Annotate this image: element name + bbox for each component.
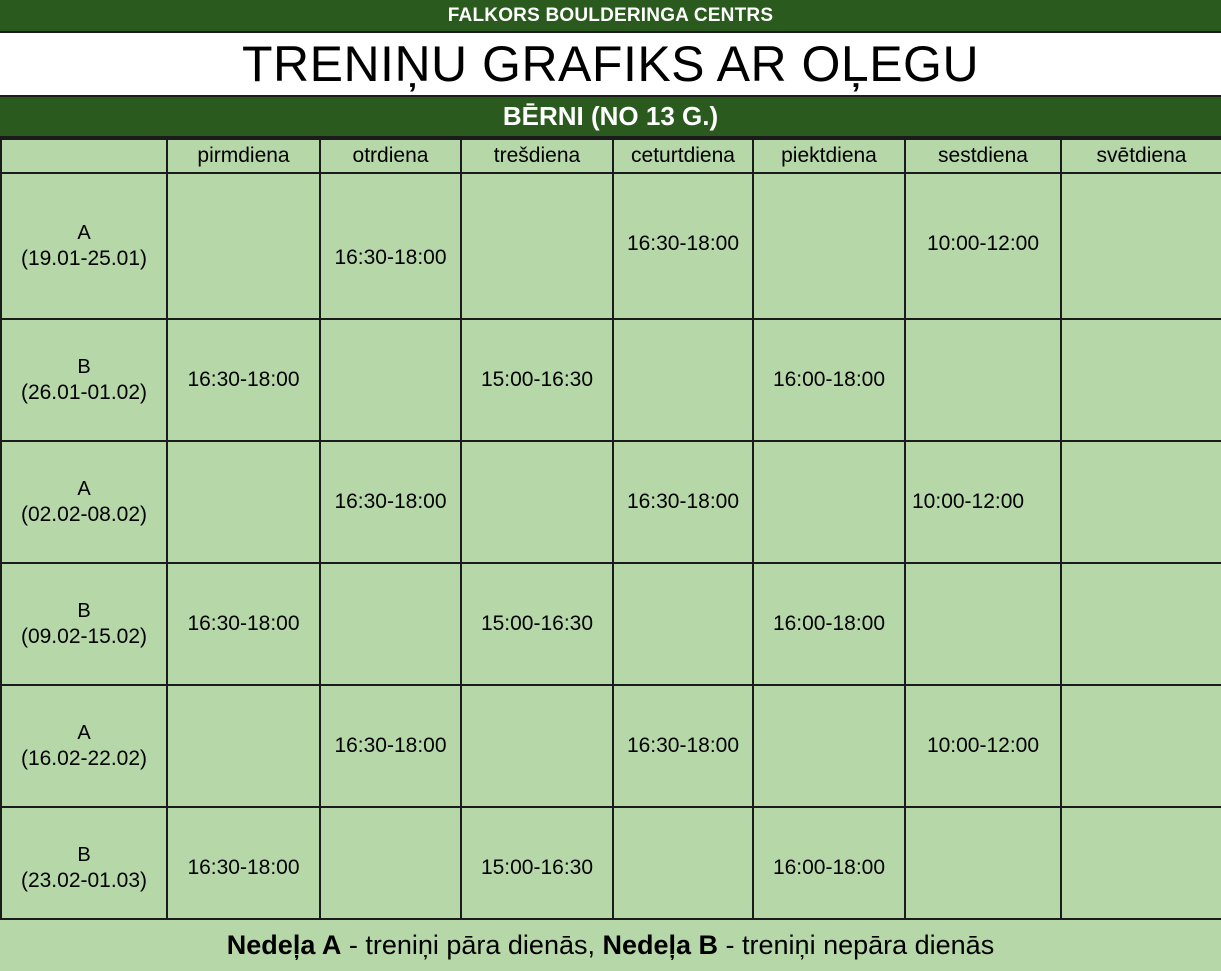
week-label-cell xyxy=(1,807,167,929)
day-header: otrdiena xyxy=(320,139,461,173)
time-slot: 15:00-16:30 xyxy=(461,563,613,685)
time-slot xyxy=(1061,173,1221,319)
table-row xyxy=(1,173,1221,319)
corner-cell xyxy=(1,139,167,173)
table-row xyxy=(1,563,1221,685)
week-a-legend-label: Nedeļa A xyxy=(226,930,342,960)
week-dates: (16.02-22.02) xyxy=(20,747,148,770)
group-heading: BĒRNI (NO 13 G.) xyxy=(0,97,1221,138)
time-slot: 16:00-18:00 xyxy=(753,563,905,685)
time-slot xyxy=(167,685,320,807)
legend-footer xyxy=(0,918,1221,971)
time-slot: 16:30-18:00 xyxy=(320,685,461,807)
day-header: trešdiena xyxy=(461,139,613,173)
week-a-legend-text: - treniņi pāra dienās, xyxy=(341,930,603,960)
table-row xyxy=(1,319,1221,441)
week-letter: B xyxy=(77,844,91,866)
day-header-row xyxy=(1,139,1221,173)
week-letter: A xyxy=(77,222,91,244)
week-b-legend-label: Nedeļa B xyxy=(602,930,719,960)
time-slot xyxy=(461,685,613,807)
day-header: pirmdiena xyxy=(167,139,320,173)
day-header: svētdiena xyxy=(1061,139,1221,173)
week-letter: B xyxy=(77,356,91,378)
time-slot xyxy=(1061,685,1221,807)
time-slot: 10:00-12:00 xyxy=(905,685,1061,807)
time-slot xyxy=(905,319,1061,441)
time-slot xyxy=(320,319,461,441)
week-letter: A xyxy=(77,478,91,500)
week-label-cell xyxy=(1,685,167,807)
time-slot xyxy=(613,319,753,441)
time-slot: 16:00-18:00 xyxy=(753,807,905,929)
time-slot xyxy=(613,563,753,685)
time-slot xyxy=(1061,563,1221,685)
time-slot xyxy=(905,563,1061,685)
time-slot xyxy=(1061,319,1221,441)
week-dates: (09.02-15.02) xyxy=(20,625,148,648)
time-slot: 15:00-16:30 xyxy=(461,807,613,929)
time-slot xyxy=(753,441,905,563)
time-slot xyxy=(1061,807,1221,929)
week-label-cell xyxy=(1,563,167,685)
time-slot: 16:30-18:00 xyxy=(167,807,320,929)
time-slot: 15:00-16:30 xyxy=(461,319,613,441)
week-b-legend-text: - treniņi nepāra dienās xyxy=(718,930,995,960)
week-label-cell xyxy=(1,319,167,441)
day-header: ceturtdiena xyxy=(613,139,753,173)
week-dates: (19.01-25.01) xyxy=(20,247,148,270)
time-slot: 16:30-18:00 xyxy=(320,441,461,563)
table-row xyxy=(1,807,1221,929)
time-slot: 16:30-18:00 xyxy=(613,173,753,319)
time-slot xyxy=(320,807,461,929)
week-letter: A xyxy=(77,722,91,744)
time-slot xyxy=(461,441,613,563)
time-slot xyxy=(167,173,320,319)
table-row xyxy=(1,685,1221,807)
week-letter: B xyxy=(77,600,91,622)
table-row xyxy=(1,441,1221,563)
week-label-cell xyxy=(1,441,167,563)
org-name: FALKORS BOULDERINGA CENTRS xyxy=(0,0,1221,33)
day-header: piektdiena xyxy=(753,139,905,173)
time-slot: 16:00-18:00 xyxy=(753,319,905,441)
time-slot: 10:00-12:00 xyxy=(905,441,1061,563)
time-slot: 16:30-18:00 xyxy=(167,319,320,441)
time-slot xyxy=(461,173,613,319)
week-dates: (02.02-08.02) xyxy=(20,503,148,526)
time-slot xyxy=(613,807,753,929)
time-slot xyxy=(1061,441,1221,563)
time-slot xyxy=(320,563,461,685)
schedule-table xyxy=(0,138,1221,930)
time-slot xyxy=(753,685,905,807)
week-label-cell xyxy=(1,173,167,319)
time-slot: 16:30-18:00 xyxy=(320,173,461,319)
time-slot: 16:30-18:00 xyxy=(613,441,753,563)
week-dates: (23.02-01.03) xyxy=(20,869,148,892)
time-slot xyxy=(905,807,1061,929)
time-slot: 10:00-12:00 xyxy=(905,173,1061,319)
day-header: sestdiena xyxy=(905,139,1061,173)
time-slot xyxy=(753,173,905,319)
week-dates: (26.01-01.02) xyxy=(20,381,148,404)
time-slot: 16:30-18:00 xyxy=(167,563,320,685)
time-slot: 16:30-18:00 xyxy=(613,685,753,807)
page-title: TRENIŅU GRAFIKS AR OĻEGU xyxy=(0,33,1221,97)
time-slot xyxy=(167,441,320,563)
